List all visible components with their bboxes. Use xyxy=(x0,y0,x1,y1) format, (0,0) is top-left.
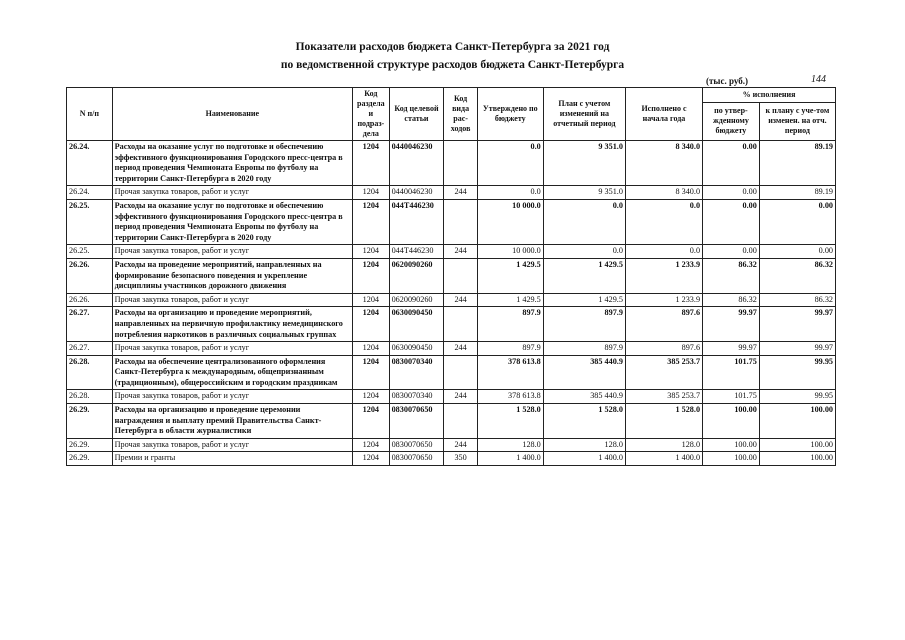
row-pct-approved: 0.00 xyxy=(703,199,760,244)
row-executed: 128.0 xyxy=(625,438,702,452)
header-name: Наименование xyxy=(112,88,352,141)
row-pct-approved: 101.75 xyxy=(703,355,760,390)
table-row xyxy=(67,342,836,356)
row-approved: 378 613.8 xyxy=(477,355,543,390)
table-row xyxy=(67,307,836,342)
row-expense-type: 244 xyxy=(444,293,477,307)
row-name: Расходы на обеспечение централизованного оформления Санкт-Петербурга к международным, общепризнанным (традиционным), общероссийским и городским праздникам xyxy=(112,355,352,390)
row-name: Прочая закупка товаров, работ и услуг xyxy=(112,390,352,404)
row-executed: 8 340.0 xyxy=(625,186,702,200)
table-row xyxy=(67,293,836,307)
row-executed: 897.6 xyxy=(625,342,702,356)
row-pct-plan: 99.95 xyxy=(759,355,835,390)
header-num: N п/п xyxy=(67,88,113,141)
header-approved: Утверждено по бюджету xyxy=(477,88,543,141)
title-line-2: по ведомственной структуре расходов бюджета Санкт-Петербурга xyxy=(280,59,625,71)
header-expense-type: Код вида рас-ходов xyxy=(444,88,477,141)
row-number: 26.25. xyxy=(67,245,113,259)
row-executed: 1 233.9 xyxy=(625,258,702,293)
row-plan: 897.9 xyxy=(543,307,625,342)
row-name: Прочая закупка товаров, работ и услуг xyxy=(112,186,352,200)
row-plan: 0.0 xyxy=(543,245,625,259)
header-executed: Исполнено с начала года xyxy=(625,88,702,141)
row-target-code: 0830070340 xyxy=(389,390,444,404)
row-target-code: 0620090260 xyxy=(389,258,444,293)
row-number: 26.28. xyxy=(67,355,113,390)
row-section-code: 1204 xyxy=(353,452,390,466)
row-pct-plan: 99.95 xyxy=(759,390,835,404)
row-target-code: 0830070650 xyxy=(389,438,444,452)
row-number: 26.27. xyxy=(67,342,113,356)
row-executed: 1 528.0 xyxy=(625,404,702,439)
table-row xyxy=(67,258,836,293)
row-number: 26.29. xyxy=(67,452,113,466)
row-pct-approved: 0.00 xyxy=(703,186,760,200)
row-target-code: 044Т446230 xyxy=(389,199,444,244)
row-pct-plan: 99.97 xyxy=(759,307,835,342)
row-name: Прочая закупка товаров, работ и услуг xyxy=(112,342,352,356)
row-pct-approved: 86.32 xyxy=(703,293,760,307)
row-pct-plan: 89.19 xyxy=(759,141,835,186)
row-number: 26.28. xyxy=(67,390,113,404)
row-name: Расходы на организацию и проведение мероприятий, направленных на первичную профилактику немедицинского потребления наркотиков в различных социальных группах xyxy=(112,307,352,342)
row-expense-type: 244 xyxy=(444,438,477,452)
row-plan: 0.0 xyxy=(543,199,625,244)
row-pct-approved: 99.97 xyxy=(703,342,760,356)
row-pct-plan: 99.97 xyxy=(759,342,835,356)
row-pct-approved: 100.00 xyxy=(703,438,760,452)
row-expense-type: 244 xyxy=(444,245,477,259)
row-expense-type: 244 xyxy=(444,186,477,200)
row-approved: 1 429.5 xyxy=(477,258,543,293)
row-approved: 1 400.0 xyxy=(477,452,543,466)
row-approved: 0.0 xyxy=(477,186,543,200)
row-target-code: 044Т446230 xyxy=(389,245,444,259)
row-approved: 1 429.5 xyxy=(477,293,543,307)
budget-table xyxy=(66,87,836,466)
row-expense-type xyxy=(444,199,477,244)
row-number: 26.27. xyxy=(67,307,113,342)
row-target-code: 0630090450 xyxy=(389,307,444,342)
table-row xyxy=(67,404,836,439)
table-row xyxy=(67,199,836,244)
row-expense-type xyxy=(444,355,477,390)
row-pct-plan: 0.00 xyxy=(759,245,835,259)
row-plan: 385 440.9 xyxy=(543,355,625,390)
row-executed: 385 253.7 xyxy=(625,355,702,390)
row-number: 26.24. xyxy=(67,186,113,200)
row-pct-plan: 100.00 xyxy=(759,438,835,452)
row-pct-plan: 0.00 xyxy=(759,199,835,244)
row-plan: 385 440.9 xyxy=(543,390,625,404)
row-pct-plan: 100.00 xyxy=(759,452,835,466)
row-executed: 1 400.0 xyxy=(625,452,702,466)
header-target-code: Код целевой статьи xyxy=(389,88,444,141)
row-number: 26.26. xyxy=(67,293,113,307)
row-section-code: 1204 xyxy=(353,438,390,452)
row-plan: 9 351.0 xyxy=(543,186,625,200)
row-pct-plan: 86.32 xyxy=(759,258,835,293)
row-executed: 8 340.0 xyxy=(625,141,702,186)
row-name: Расходы на проведение мероприятий, направленных на формирование безопасного поведения и укрепление дисциплины участников дорожного движения xyxy=(112,258,352,293)
row-expense-type xyxy=(444,404,477,439)
table-row xyxy=(67,390,836,404)
row-approved: 10 000.0 xyxy=(477,199,543,244)
row-plan: 1 429.5 xyxy=(543,258,625,293)
table-body xyxy=(67,141,836,466)
row-section-code: 1204 xyxy=(353,199,390,244)
table-row xyxy=(67,452,836,466)
header-pct-approved: по утвер-жденному бюджету xyxy=(703,102,760,140)
row-target-code: 0630090450 xyxy=(389,342,444,356)
row-approved: 128.0 xyxy=(477,438,543,452)
row-name: Расходы на оказание услуг по подготовке и обеспечению эффективного функционирования Городского пресс-центра в период проведения Чемпионата Европы по футболу на территории Санкт-Петербурга в 2020 году xyxy=(112,199,352,244)
page-title xyxy=(0,38,905,74)
row-executed: 0.0 xyxy=(625,245,702,259)
table-row xyxy=(67,186,836,200)
row-plan: 1 528.0 xyxy=(543,404,625,439)
row-expense-type: 244 xyxy=(444,342,477,356)
page-number: 144 xyxy=(811,74,826,85)
header-percent-group: % исполнения xyxy=(703,88,836,103)
row-name: Прочая закупка товаров, работ и услуг xyxy=(112,245,352,259)
row-pct-approved: 0.00 xyxy=(703,245,760,259)
row-target-code: 0440046230 xyxy=(389,141,444,186)
row-target-code: 0830070650 xyxy=(389,452,444,466)
row-expense-type xyxy=(444,141,477,186)
row-pct-plan: 100.00 xyxy=(759,404,835,439)
row-target-code: 0440046230 xyxy=(389,186,444,200)
row-section-code: 1204 xyxy=(353,258,390,293)
row-pct-plan: 86.32 xyxy=(759,293,835,307)
units-label: (тыс. руб.) xyxy=(706,76,748,86)
row-target-code: 0620090260 xyxy=(389,293,444,307)
table-row xyxy=(67,355,836,390)
row-expense-type xyxy=(444,258,477,293)
row-expense-type: 244 xyxy=(444,390,477,404)
row-section-code: 1204 xyxy=(353,307,390,342)
table-row xyxy=(67,141,836,186)
row-pct-approved: 86.32 xyxy=(703,258,760,293)
row-executed: 897.6 xyxy=(625,307,702,342)
row-number: 26.24. xyxy=(67,141,113,186)
row-section-code: 1204 xyxy=(353,342,390,356)
row-pct-approved: 100.00 xyxy=(703,404,760,439)
row-approved: 1 528.0 xyxy=(477,404,543,439)
table-row xyxy=(67,245,836,259)
row-section-code: 1204 xyxy=(353,293,390,307)
row-number: 26.25. xyxy=(67,199,113,244)
row-expense-type xyxy=(444,307,477,342)
row-expense-type: 350 xyxy=(444,452,477,466)
row-pct-approved: 100.00 xyxy=(703,452,760,466)
row-target-code: 0830070340 xyxy=(389,355,444,390)
row-plan: 897.9 xyxy=(543,342,625,356)
row-pct-plan: 89.19 xyxy=(759,186,835,200)
row-name: Расходы на организацию и проведение церемонии награждения и выплату премий Правительства Санкт-Петербурга в области журналистики xyxy=(112,404,352,439)
row-pct-approved: 0.00 xyxy=(703,141,760,186)
row-section-code: 1204 xyxy=(353,245,390,259)
row-section-code: 1204 xyxy=(353,355,390,390)
row-section-code: 1204 xyxy=(353,390,390,404)
row-plan: 1 429.5 xyxy=(543,293,625,307)
row-name: Расходы на оказание услуг по подготовке и обеспечению эффективного функционирования Городского пресс-центра в период проведения Чемпионата Европы по футболу на территории Санкт-Петербурга в 2020 году xyxy=(112,141,352,186)
row-number: 26.29. xyxy=(67,438,113,452)
row-plan: 9 351.0 xyxy=(543,141,625,186)
row-number: 26.26. xyxy=(67,258,113,293)
row-name: Премии и гранты xyxy=(112,452,352,466)
row-name: Прочая закупка товаров, работ и услуг xyxy=(112,293,352,307)
header-section-code: Код раздела и подраз-дела xyxy=(353,88,390,141)
row-executed: 0.0 xyxy=(625,199,702,244)
row-section-code: 1204 xyxy=(353,141,390,186)
row-section-code: 1204 xyxy=(353,186,390,200)
table-row xyxy=(67,438,836,452)
row-plan: 1 400.0 xyxy=(543,452,625,466)
row-approved: 897.9 xyxy=(477,307,543,342)
row-pct-approved: 101.75 xyxy=(703,390,760,404)
row-approved: 10 000.0 xyxy=(477,245,543,259)
row-executed: 385 253.7 xyxy=(625,390,702,404)
row-approved: 0.0 xyxy=(477,141,543,186)
header-pct-plan: к плану с уче-том изменен. на отч. период xyxy=(759,102,835,140)
row-executed: 1 233.9 xyxy=(625,293,702,307)
row-approved: 897.9 xyxy=(477,342,543,356)
row-name: Прочая закупка товаров, работ и услуг xyxy=(112,438,352,452)
row-plan: 128.0 xyxy=(543,438,625,452)
title-line-1: Показатели расходов бюджета Санкт-Петербурга за 2021 год xyxy=(295,41,610,53)
row-approved: 378 613.8 xyxy=(477,390,543,404)
header-plan: План с учетом изменений на отчетный период xyxy=(543,88,625,141)
row-target-code: 0830070650 xyxy=(389,404,444,439)
row-pct-approved: 99.97 xyxy=(703,307,760,342)
row-number: 26.29. xyxy=(67,404,113,439)
row-section-code: 1204 xyxy=(353,404,390,439)
